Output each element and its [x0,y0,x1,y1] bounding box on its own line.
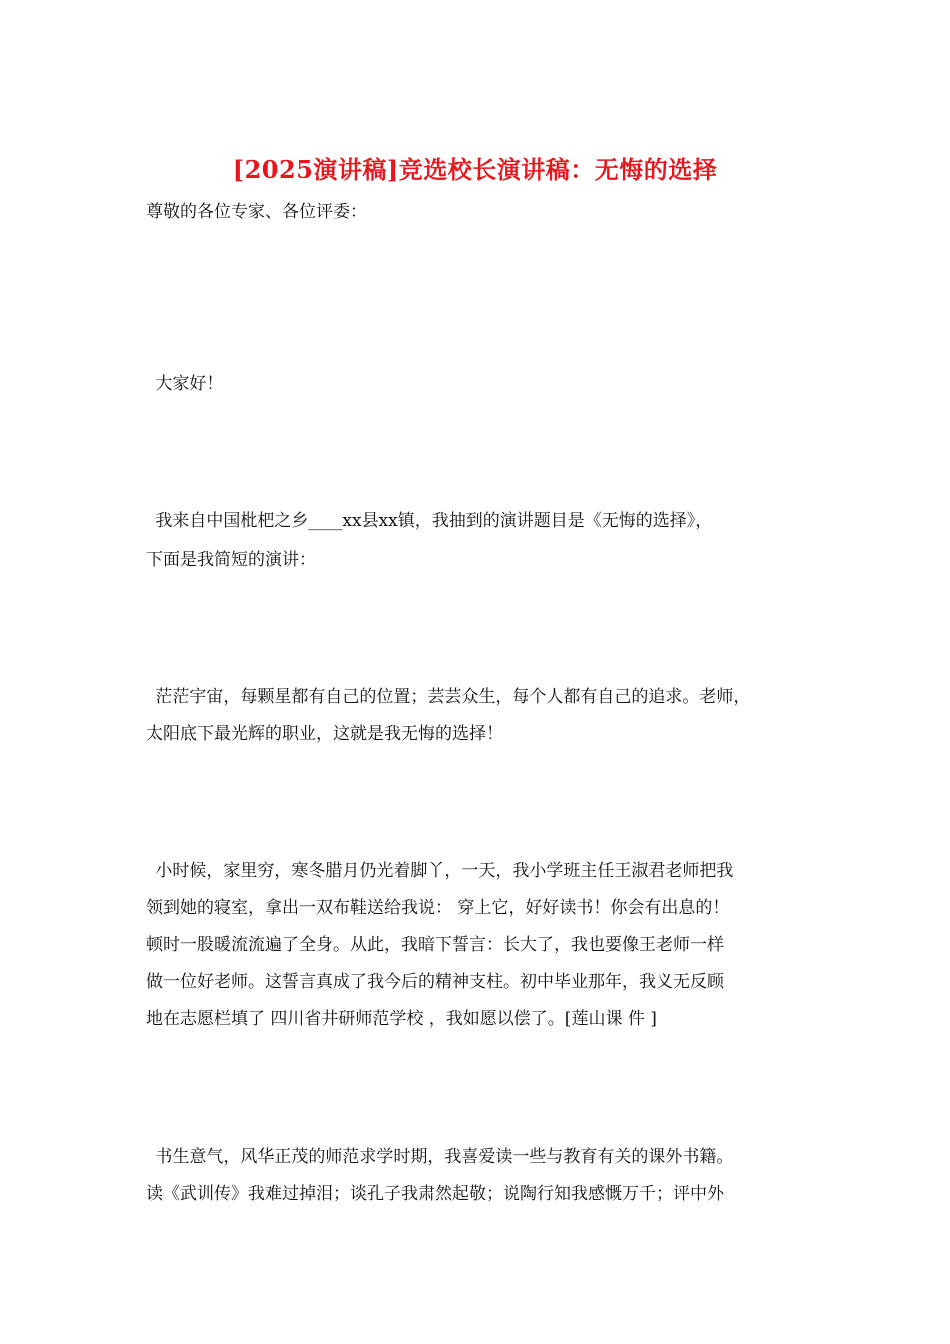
paragraph-line: 太阳底下最光辉的职业，这就是我无悔的选择！ [146,724,503,744]
paragraph-line: 读《武训传》我难过掉泪；谈孔子我肃然起敬；说陶行知我感慨万千；评中外 [146,1184,724,1204]
paragraph-line: 领到她的寝室，拿出一双布鞋送给我说： 穿上它，好好读书！你会有出息的！ [146,898,730,918]
document-title: [2025演讲稿]竞选校长演讲稿：无悔的选择 [232,155,718,184]
paragraph-line: 做一位好老师。这誓言真成了我今后的精神支柱。初中毕业那年，我义无反顾 [146,972,724,992]
salutation-line: 尊敬的各位专家、各位评委： [146,202,367,222]
greeting-line: 大家好！ [150,374,224,394]
paragraph-line: 顿时一股暖流流遍了全身。从此，我暗下誓言：长大了，我也要像王老师一样 [146,935,724,955]
paragraph-line: 下面是我简短的演讲： [146,550,316,570]
paragraph-line: 地在志愿栏填了 四川省井研师范学校 ，我如愿以偿了。[莲山课 件 ] [146,1009,657,1029]
paragraph-line: 我来自中国枇杷之乡____xx县xx镇，我抽到的演讲题目是《无悔的选择》， [150,511,713,531]
paragraph-line: 茫茫宇宙，每颗星都有自己的位置；芸芸众生，每个人都有自己的追求。老师， [150,687,751,707]
paragraph-line: 书生意气，风华正茂的师范求学时期，我喜爱读一些与教育有关的课外书籍。 [150,1147,734,1167]
paragraph-line: 小时候，家里穷，寒冬腊月仍光着脚丫，一天，我小学班主任王淑君老师把我 [150,861,734,881]
